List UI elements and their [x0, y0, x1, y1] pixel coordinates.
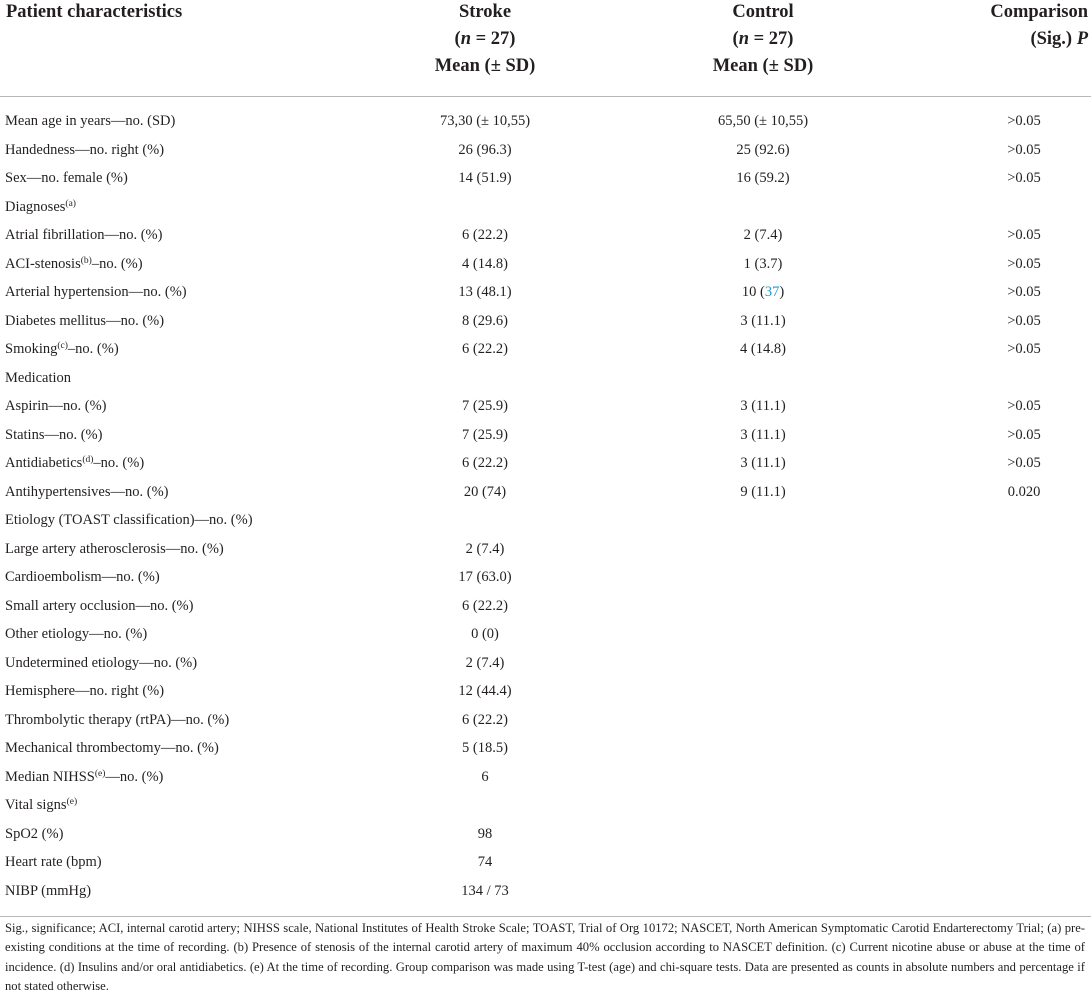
table-row	[0, 364, 1091, 393]
header-comparison-line1: Comparison	[990, 2, 1088, 22]
stroke-value: 7 (25.9)	[462, 426, 508, 443]
table-row	[0, 193, 1091, 222]
header-comparison-line2: (Sig.) P	[1030, 29, 1088, 49]
table-row	[0, 392, 1091, 421]
table-row	[0, 706, 1091, 735]
row-label: Other etiology—no. (%)	[5, 626, 148, 642]
row-label: Aspirin—no. (%)	[5, 398, 107, 414]
footnote-marker: (c)	[57, 341, 68, 351]
row-label: Cardioembolism—no. (%)	[5, 569, 160, 585]
row-label: Heart rate (bpm)	[5, 854, 102, 870]
table-row	[0, 734, 1091, 763]
table-row	[0, 592, 1091, 621]
header-control-name: Control	[732, 2, 794, 22]
comparison-p-value: >0.05	[1007, 227, 1041, 243]
row-label: Smoking$^{(c)}$–no. (%)	[5, 341, 119, 357]
stroke-value: 2 (7.4)	[465, 540, 505, 557]
comparison-p-value: >0.05	[1007, 255, 1041, 272]
table-row	[0, 136, 1091, 165]
header-control-n: (n = 27)	[732, 29, 794, 49]
comparison-p-value: 0.020	[1007, 483, 1041, 500]
header-stroke-stat: Mean (± SD)	[434, 56, 536, 76]
footnote-marker: (e)	[94, 768, 106, 779]
control-value: 65,50 (± 10,55)	[717, 113, 809, 129]
stroke-value: 0 (0)	[471, 626, 499, 642]
row-label: Handedness—no. right (%)	[5, 141, 165, 158]
footnote-marker: (b)	[80, 255, 92, 266]
header-stroke-name: Stroke	[458, 2, 512, 22]
row-label: Hemisphere—no. right (%)	[5, 683, 165, 699]
footnote-marker: (a)	[65, 198, 76, 209]
row-label: Medication	[5, 369, 72, 386]
row-label: SpO2 (%)	[5, 825, 64, 842]
comparison-p-value: >0.05	[1007, 113, 1041, 129]
citation-link[interactable]: 37	[764, 284, 780, 300]
header-patient-characteristics: Patient characteristics	[6, 2, 183, 22]
stroke-value: 74	[477, 854, 493, 870]
control-value: 25 (92.6)	[736, 141, 790, 158]
header-stroke	[403, 0, 567, 80]
row-label: Thrombolytic therapy (rtPA)—no. (%)	[5, 711, 230, 728]
table-row	[0, 848, 1091, 877]
row-label: Arterial hypertension—no. (%)	[5, 284, 187, 300]
row-label: Mechanical thrombectomy—no. (%)	[5, 740, 219, 756]
header-control-stat: Mean (± SD)	[712, 56, 814, 76]
table-row	[0, 478, 1091, 507]
table-row	[0, 649, 1091, 678]
table-row	[0, 620, 1091, 649]
table-row	[0, 506, 1091, 535]
stroke-value: 6 (22.2)	[462, 341, 508, 357]
stroke-value: 98	[477, 825, 493, 842]
stroke-value: 5 (18.5)	[462, 740, 508, 756]
row-label: Diabetes mellitus—no. (%)	[5, 312, 165, 329]
table-row	[0, 449, 1091, 478]
table-row	[0, 307, 1091, 336]
stroke-value: 2 (7.4)	[465, 654, 505, 671]
row-label: Small artery occlusion—no. (%)	[5, 597, 194, 614]
table-row	[0, 791, 1091, 820]
table-row	[0, 820, 1091, 849]
table-row	[0, 250, 1091, 279]
row-label: Atrial fibrillation—no. (%)	[5, 227, 163, 243]
control-value: 9 (11.1)	[740, 483, 786, 500]
table-row	[0, 877, 1091, 906]
control-value: 3 (11.1)	[740, 312, 786, 329]
row-label: Median NIHSS$^{(e)}$—no. (%)	[5, 768, 164, 785]
comparison-p-value: >0.05	[1007, 312, 1041, 329]
control-value: 3 (11.1)	[740, 426, 786, 443]
table-row	[0, 164, 1091, 193]
stroke-value: 4 (14.8)	[462, 255, 508, 272]
row-label: Undetermined etiology—no. (%)	[5, 654, 198, 671]
row-label: ACI-stenosis$^{(b)}$–no. (%)	[5, 255, 143, 272]
stroke-value: 26 (96.3)	[458, 141, 512, 158]
control-value: 4 (14.8)	[740, 341, 786, 357]
stroke-value: 6 (22.2)	[462, 455, 508, 471]
comparison-p-value: >0.05	[1007, 341, 1041, 357]
control-value: 1 (3.7)	[743, 255, 783, 272]
row-label: Mean age in years—no. (SD)	[5, 113, 176, 129]
stroke-value: 6 (22.2)	[462, 711, 508, 728]
row-label: Large artery atherosclerosis—no. (%)	[5, 540, 224, 557]
stroke-value: 8 (29.6)	[462, 312, 508, 329]
row-label: Antihypertensives—no. (%)	[5, 483, 169, 500]
comparison-p-value: >0.05	[1007, 398, 1041, 414]
comparison-p-value: >0.05	[1007, 455, 1041, 471]
table-row	[0, 563, 1091, 592]
table-footnote: Sig., significance; ACI, internal carotid artery; NIHSS scale, National Institutes of Health Stroke Scale; TOAST, Trial of Org 10172; NASCET, North American Symptomatic Carotid Endarterectomy Trial; (a) pre-existing conditions at the time of recording. (b) Presence of stenosis of the internal carotid artery of maximum 40% occlusion according to NASCET definition. (c) Current nicotine abuse or abuse at the time of incidence. (d) Insulins and/or oral antidiabetics. (e) At the time of recording. Group comparison was made using T-test (age) and chi-square tests. Data are presented as counts in absolute numbers and percentage if not stated otherwise.	[5, 921, 1085, 994]
control-value: 3 (11.1)	[740, 398, 786, 414]
control-value: 16 (59.2)	[736, 170, 790, 186]
table-bottom-divider	[0, 916, 1091, 917]
stroke-value: 73,30 (± 10,55)	[439, 113, 531, 129]
header-divider	[0, 96, 1091, 97]
table-body	[0, 107, 1091, 905]
table-row	[0, 763, 1091, 792]
footnote-marker: (e)	[66, 797, 78, 807]
stroke-value: 6 (22.2)	[462, 227, 508, 243]
table-row	[0, 221, 1091, 250]
table-row	[0, 677, 1091, 706]
table-row	[0, 278, 1091, 307]
stroke-value: 134 / 73	[461, 882, 509, 899]
row-label: NIBP (mmHg)	[5, 882, 92, 899]
row-label: Antidiabetics$^{(d)}$–no. (%)	[5, 455, 145, 471]
stroke-value: 20 (74)	[463, 483, 507, 500]
header-stroke-n: (n = 27)	[454, 29, 516, 49]
row-label: Vital signs$^{(e)}$	[5, 797, 78, 813]
row-label: Diagnoses$^{(a)}$	[5, 198, 76, 215]
stroke-value: 6 (22.2)	[462, 597, 508, 614]
stroke-value: 6	[481, 768, 489, 785]
row-label: Statins—no. (%)	[5, 426, 103, 443]
comparison-p-value: >0.05	[1007, 284, 1041, 300]
stroke-value: 17 (63.0)	[458, 569, 512, 585]
table-row	[0, 107, 1091, 136]
comparison-p-value: >0.05	[1007, 141, 1041, 158]
comparison-p-value: >0.05	[1007, 426, 1041, 443]
table-row	[0, 535, 1091, 564]
stroke-value: 14 (51.9)	[458, 170, 512, 186]
footnote-marker: (d)	[82, 455, 94, 465]
control-value: 2 (7.4)	[743, 227, 783, 243]
table-row	[0, 335, 1091, 364]
header-control	[681, 0, 845, 80]
row-label: Etiology (TOAST classification)—no. (%)	[5, 512, 253, 528]
header-comparison	[940, 0, 1088, 53]
stroke-value: 13 (48.1)	[458, 284, 512, 300]
control-value: 10 (37)	[741, 284, 785, 300]
comparison-p-value: >0.05	[1007, 170, 1041, 186]
stroke-value: 7 (25.9)	[462, 398, 508, 414]
row-label: Sex—no. female (%)	[5, 170, 128, 186]
control-value: 3 (11.1)	[740, 455, 786, 471]
table-row	[0, 421, 1091, 450]
table-header	[0, 0, 1091, 96]
stroke-value: 12 (44.4)	[458, 683, 512, 699]
